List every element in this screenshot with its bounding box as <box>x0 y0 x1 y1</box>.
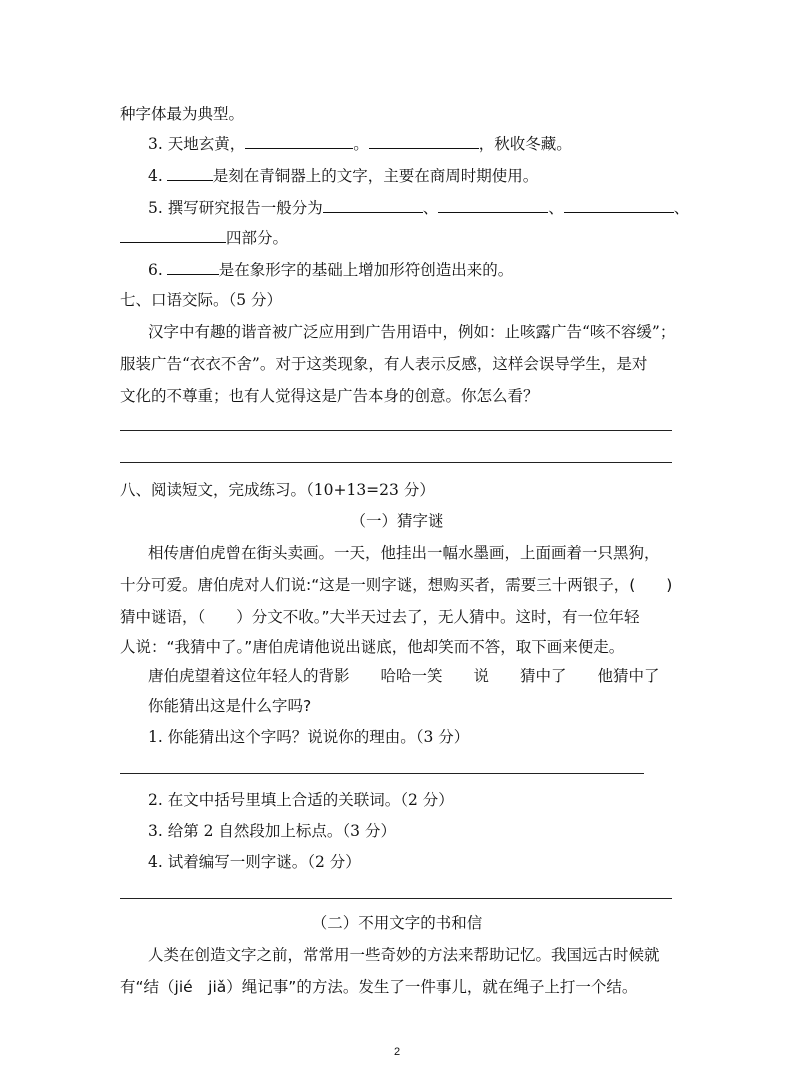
question-text: 。 <box>353 135 369 153</box>
question-text: 3. 天地玄黄， <box>148 135 246 153</box>
question-text: 5. 撰写研究报告一般分为 <box>148 199 323 217</box>
answer-blank[interactable] <box>120 228 226 243</box>
question-text: 四部分。 <box>226 229 289 247</box>
answer-blank[interactable] <box>323 198 423 213</box>
answer-blank[interactable] <box>564 198 674 213</box>
question-6 <box>148 260 513 280</box>
question-4 <box>148 166 538 186</box>
paragraph-line: 服装广告“衣衣不舍”。对于这类现象，有人表示反感，这样会误导学生，是对 <box>120 355 648 373</box>
paragraph-line: 人类在创造文字之前，常常用一些奇妙的方法来帮助记忆。我国远古时候就 <box>148 946 660 964</box>
paragraph-line: 十分可爱。唐伯虎对人们说:“这是一则字谜，想购买者，需要三十两银子，( ) <box>120 576 673 594</box>
separator: 、 <box>422 199 439 217</box>
answer-blank[interactable] <box>167 166 213 181</box>
question-text: ，秋收冬藏。 <box>478 135 572 153</box>
paragraph-line: 唐伯虎望着这位年轻人的背影 哈哈一笑 说 猜中了 他猜中了 <box>148 667 660 685</box>
answer-line[interactable] <box>120 430 672 431</box>
question-5-cont <box>120 228 288 248</box>
paragraph-line: 人说：“我猜中了。”唐伯虎请他说出谜底，他却笑而不答，取下画来便走。 <box>120 638 625 656</box>
section-title: 七、口语交际。（5 分） <box>120 291 283 309</box>
question: 3. 给第 2 自然段加上标点。（3 分） <box>148 822 396 840</box>
answer-blank[interactable] <box>369 134 479 149</box>
answer-line[interactable] <box>120 462 672 463</box>
question-text: 4. <box>148 167 163 185</box>
answer-blank[interactable] <box>167 260 219 275</box>
paragraph-line: 相传唐伯虎曾在街头卖画。一天，他挂出一幅水墨画，上面画着一只黑狗， <box>148 544 660 562</box>
answer-line[interactable] <box>120 898 672 899</box>
answer-blank[interactable] <box>438 198 548 213</box>
question: 1. 你能猜出这个字吗？说说你的理由。（3 分） <box>148 728 470 746</box>
section-title: 八、阅读短文，完成练习。（10+13=23 分） <box>120 481 435 499</box>
separator: 、 <box>673 199 690 217</box>
question-text: 6. <box>148 261 163 279</box>
passage-title: （一）猜字谜 <box>350 512 444 530</box>
question-text: 是刻在青铜器上的文字，主要在商周时期使用。 <box>212 167 539 185</box>
paragraph-line: 文化的不尊重；也有人觉得这是广告本身的创意。你怎么看？ <box>120 387 539 405</box>
answer-line[interactable] <box>120 773 644 774</box>
paragraph-line: 你能猜出这是什么字吗? <box>148 697 312 715</box>
question-text: 是在象形字的基础上增加形符创造出来的。 <box>218 261 514 279</box>
text-line: 种字体最为典型。 <box>120 105 245 123</box>
separator: 、 <box>548 199 564 217</box>
paragraph-line: 猜中谜语，（ ）分文不收。”大半天过去了，无人猜中。这时，有一位年轻 <box>120 608 640 626</box>
passage-title: （二）不用文字的书和信 <box>311 914 483 932</box>
question-3 <box>148 134 572 154</box>
question: 2. 在文中括号里填上合适的关联词。（2 分） <box>148 791 454 809</box>
page-number: 2 <box>393 1046 401 1058</box>
question-5 <box>148 198 689 218</box>
question: 4. 试着编写一则字谜。（2 分） <box>148 853 361 871</box>
paragraph-line: 汉字中有趣的谐音被广泛应用到广告用语中，例如：止咳露广告“咳不容缓”； <box>148 323 676 341</box>
answer-blank[interactable] <box>245 134 353 149</box>
paragraph-line: 有“结（jié jiǎ）绳记事”的方法。发生了一件事儿，就在绳子上打一个结。 <box>120 978 638 996</box>
